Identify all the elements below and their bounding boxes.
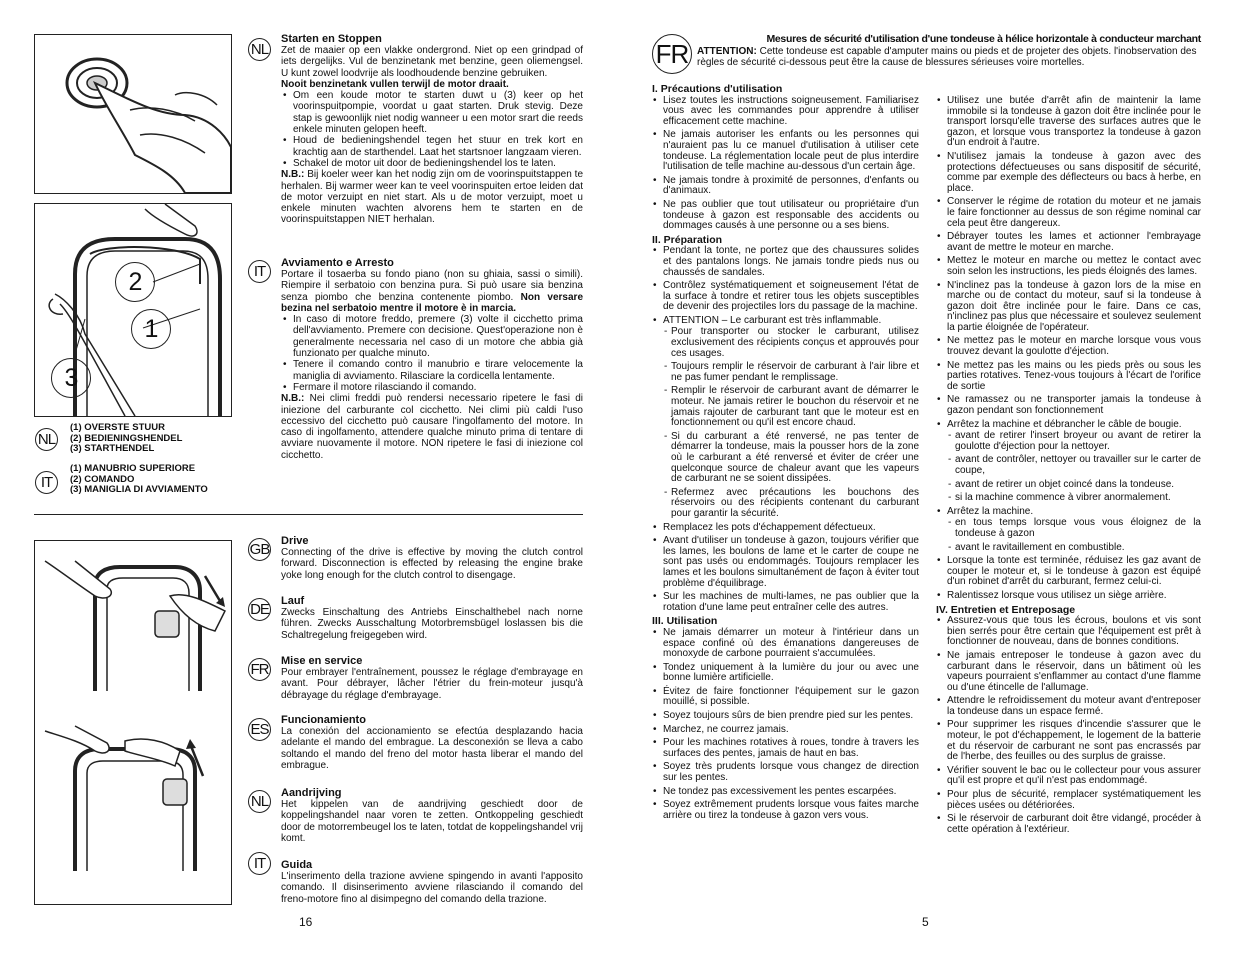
list-item-text: Attendre le refroidissement du moteur avant d'entreposer la tondeuse dans un espace fermé. (947, 695, 1201, 717)
legend-line: (2) BEDIENINGSHENDEL (70, 432, 183, 444)
list-item-text: Ralentissez lorsque vous utilisez un siège arrière. (947, 589, 1167, 601)
legend-it (70, 464, 208, 496)
callout-1: 1 (131, 309, 171, 349)
bullet-list (652, 246, 919, 613)
primer-illustration (35, 35, 231, 193)
note-label: N.B.: (281, 169, 305, 181)
list-item-text: Contrôlez systématiquement et soigneusement l'état de la surface à tondre et retirer tous les objets susceptibles de devenir des projectiles lors du passage de la machine. (663, 280, 919, 313)
list-item-text: Pour les machines rotatives à roues, tondre à travers les surfaces des pentes, jamais de haut en bas. (663, 737, 919, 759)
sub-list (663, 327, 919, 519)
list-item (947, 281, 1201, 334)
list-item (663, 96, 919, 128)
section-heading: IV. Entretien et Entreposage (936, 603, 1076, 616)
legend-line: (1) MANUBRIO SUPERIORE (70, 463, 196, 474)
paragraph (281, 45, 583, 90)
list-item (947, 720, 1201, 762)
list-item (663, 762, 919, 783)
page-title: Mesures de sécurité d'utilisation d'une tondeuse à hélice horizontale à conducteur marchant (766, 33, 1201, 45)
list-item-text: N'utilisez jamais la tondeuse à gazon avec des protections défectueuses ou sans dispositif de sécurité, comme par exemple des déflecteurs ou bacs à herbe, en place. (947, 150, 1201, 194)
list-item (663, 787, 919, 798)
drive-section-fr (281, 655, 583, 701)
list-item (947, 361, 1201, 393)
sub-list-item: - avant le ravitaillement en combustible. (955, 543, 1201, 554)
list-item-text: Soyez extrêmement prudents lorsque vous faites marche arrière ou tirez la tondeuse à gazon vers vous. (663, 799, 919, 821)
list-item-text: Arrêtez la machine. (947, 505, 1034, 517)
sub-list-item: - Toujours remplir le réservoir de carburant à l'air libre et ne pas fumer pendant le remplissage. (671, 362, 919, 383)
list-item (947, 696, 1201, 717)
sub-list-item: - Pour transporter ou stocker le carburant, utilisez exclusivement des récipients conçus et approuvés pour ces usages. (671, 327, 919, 359)
safety-column-2 (936, 96, 1201, 838)
list-item (663, 738, 919, 759)
note (281, 393, 583, 461)
page-number: 5 (922, 915, 929, 929)
list-item-text: Lorsque la tonte est terminée, réduisez les gaz avant de couper le moteur et, si le tondeuse à gazon est équipé d'un robinet d'arrêt du carburant, fermez celui-ci. (947, 555, 1201, 588)
drive-illustration (35, 541, 231, 904)
lang-badge-de: DE (248, 598, 271, 621)
list-item (947, 766, 1201, 787)
list-item (947, 616, 1201, 648)
lang-badge-fr: FR (248, 658, 271, 681)
list-item (663, 316, 919, 520)
list-item: • Tenere il comando contro il manubrio e tirare velocemente la maniglia di avviamento. Rilasciare la cordicella lentamente. (293, 359, 583, 382)
bullet-list (652, 628, 919, 822)
lang-badge-gb: GB (248, 538, 271, 561)
drive-figure (34, 540, 232, 905)
list-item-text: Ne jamais tondre à proximité de personnes, d'enfants ou d'animaux. (663, 174, 919, 197)
list-item-text: Mettez le moteur en marche ou mettez le contact avec soin selon les instructions, les pieds éloignés des lames. (947, 255, 1201, 277)
sub-list-item: - avant de retirer l'insert broyeur ou avant de retirer la goulotte d'éjection pour la nettoyer. (955, 431, 1201, 452)
list-item (947, 96, 1201, 149)
section-title: Aandrijving (281, 787, 342, 799)
sub-list-item: - avant de retirer un objet coincé dans la tondeuse. (955, 480, 1201, 491)
list-item (947, 814, 1201, 835)
list-item (947, 507, 1201, 553)
list-item-text: Sur les machines de multi-lames, ne pas oublier que la rotation d'une lame peut entraîner celle des autres. (663, 591, 919, 613)
section-title: Guida (281, 859, 313, 871)
sub-list-item: - avant de contrôler, nettoyer ou travailler sur le carter de coupe, (955, 455, 1201, 476)
list-item-text: Ne ramassez ou ne transporter jamais la tondeuse à gazon pendant son fonctionnement (947, 394, 1201, 417)
list-item (947, 420, 1201, 504)
list-item-text: Avant d'utiliser un tondeuse à gazon, toujours vérifier que les lames, les boulons de lame et le carter de coupe ne sont pas usés ou endommagés. Toujours remplacer les lames et les boulons simultanément de façon à éviter tout problème d'équilibrage. (663, 535, 919, 589)
it-start-section (281, 257, 583, 461)
drive-section-nl (281, 787, 583, 844)
list-item-text: Ne jamais démarrer un moteur à l'intérieur dans un espace confiné où des émanations dangereuses de monoxyde de carbone pourraient s'accumulées. (663, 626, 919, 660)
paragraph: Het kippelen van de aandrijving geschiedt door de koppelingshandel naar voren te zetten. Ontkoppeling geschiedt door de motorrembeugel los te laten, totdat de koppelingshandel vrij komt. (281, 799, 583, 844)
list-item (663, 536, 919, 589)
list-item-text: Pour plus de sécurité, remplacer systématiquement les pièces usées ou détériorées. (947, 789, 1201, 811)
list-item (663, 711, 919, 722)
list-item-text: Conserver le régime de rotation du moteur et ne jamais le faire fonctionner au dessus de son régime nominal car cela peut être dangereux. (947, 196, 1201, 229)
list-item (947, 395, 1201, 416)
handle-figure (34, 203, 232, 417)
sub-list-item: - en tous temps lorsque vous vous éloignez de la tondeuse à gazon (955, 518, 1201, 539)
safety-column-1 (652, 82, 919, 824)
list-item-text: Ne mettez pas le moteur en marche lorsque vous vous trouvez devant la goulotte d'éjection. (947, 335, 1201, 358)
paragraph (281, 269, 583, 314)
legend-line: (1) OVERSTE STUUR (70, 422, 166, 433)
callout-3: 3 (51, 358, 91, 398)
list-item-text: Tondez uniquement à la lumière du jour ou avec une bonne lumière artificielle. (663, 661, 919, 684)
sub-list-item: - Si du carburant a été renversé, ne pas tenter de démarrer la tondeuse, mais la pousser hors de la zone où le carburant a été renversé et éviter de créer une quelconque source de chaleur avant que les vapeurs de carburant ne se soient dissipées. (671, 432, 919, 485)
list-item: • Fermare il motore rilasciando il comando. (293, 382, 583, 393)
paragraph: La conexión del accionamiento se efectúa desplazando hacia adelante el mando del embrague. La desconexión se lleva a cabo soltando el mando del freno del motor hasta liberar el mando del embrague. (281, 726, 583, 771)
list-item-text: Remplacez les pots d'échappement défectueux. (663, 521, 876, 533)
list-item (663, 130, 919, 172)
legend-nl (70, 423, 182, 455)
list-item-text: Ne jamais entreposer le tondeuse à gazon avec du carburant dans le réservoir, dans un bâtiment où les vapeurs pourraient s'enflammer au contact d'une flamme ou d'une étincelle de l'allumage. (947, 649, 1201, 693)
paragraph: Zwecks Einschaltung des Antriebs Einschalthebel nach norne führen. Zwecks Ausschaltung Motorbremsbügel loslassen bis die Schaltregelung freigegeben wird. (281, 607, 583, 641)
list-item (663, 176, 919, 197)
section-title: Mise en service (281, 655, 363, 667)
lang-badge-nl: NL (35, 428, 58, 451)
bullet-list (281, 314, 583, 393)
list-item (663, 663, 919, 684)
lang-badge-nl: NL (248, 790, 271, 813)
list-item (663, 725, 919, 736)
attention-label: ATTENTION: (697, 45, 757, 57)
bullet-list (936, 616, 1201, 835)
list-item (663, 592, 919, 613)
list-item (947, 232, 1201, 253)
list-item (663, 628, 919, 660)
sub-list-item: - si la machine commence à vibrer anormalement. (955, 493, 1201, 504)
note (281, 169, 583, 225)
list-item (947, 256, 1201, 277)
list-item (947, 790, 1201, 811)
safety-header (697, 34, 1201, 69)
section-title: Lauf (281, 595, 305, 607)
section-title: Avviamento e Arresto (281, 257, 394, 269)
list-item-text: Utilisez une butée d'arrêt afin de maintenir la lame immobile si la tondeuse à gazon doit être inclinée pour le transport lorsqu'elle traverse des surfaces autres que le gazon, et lorsque vous transportez la tondeuse à gazon d'un endroit à l'autre. (947, 95, 1201, 149)
list-item-text: Marchez, ne courrez jamais. (663, 723, 789, 735)
legend-line: (3) MANIGLIA DI AVVIAMENTO (70, 484, 208, 495)
bullet-list (936, 96, 1201, 602)
lang-badge-es: ES (248, 718, 271, 741)
sub-list (947, 518, 1201, 553)
list-item-text: Ne jamais autoriser les enfants ou les personnes qui n'auraient pas lu ce manuel d'utilisation à utiliser cete tondeuse. La réglementation locale peut de plus interdire l'utilisation de telle machine au-dessous d'un certain âge. (663, 129, 919, 173)
drive-section-de (281, 595, 583, 641)
sub-list (947, 431, 1201, 504)
nl-start-section (281, 33, 583, 226)
warning-text: Non versare bezina nel serbatoio mentre il motore è in marcia. (281, 291, 584, 314)
list-item (947, 197, 1201, 229)
list-item-text: Soyez toujours sûrs de bien prendre pied sur les pentes. (663, 710, 914, 722)
list-item-text: ATTENTION – Le carburant est très inflammable. (663, 314, 882, 326)
section-heading: II. Préparation (652, 233, 723, 246)
list-item: • Houd de bedieningshendel tegen het stuur en trek kort en krachtig aan de starthendel. Laat het startsnoer langzaam vieren. (293, 135, 583, 158)
callout-2: 2 (115, 262, 155, 302)
legend-line: (2) COMANDO (70, 473, 135, 485)
section-title: Starten en Stoppen (281, 33, 382, 45)
section-title: Funcionamiento (281, 714, 366, 726)
list-item: • In caso di motore freddo, premere (3) volte il cicchetto prima dell'avviamento. Premere con decisione. Quest'operazione non è generalmente necessaria nel caso di un motore che abbia già funzionato per qualche minuto. (293, 314, 583, 359)
attention-text: Cette tondeuse est capable d'amputer mains ou pieds et de projeter des objets. l'inobservation des règles de sécurité ci-dessous peut être la cause de blessures sérieuses voire mortelles. (697, 45, 1197, 68)
lang-badge-it: IT (248, 852, 271, 875)
list-item-text: Lisez toutes les instructions soigneusement. Familiarisez vous avec les commandes pour apprendre à utiliser efficacement cette machine. (663, 94, 919, 127)
legend-line: (3) STARTHENDEL (70, 443, 155, 454)
list-item-text: Ne tondez pas excessivement les pentes escarpées. (663, 785, 897, 797)
list-item (947, 336, 1201, 357)
page-number: 16 (299, 915, 313, 929)
list-item (947, 556, 1201, 588)
list-item-text: Assurez-vous que tous les écrous, boulons et vis sont bien serrés pour être certain que l'équipement est prêt à fonctionner de nouveau, dans de bonnes conditions. (947, 615, 1201, 648)
lang-badge-nl: NL (248, 38, 271, 61)
intro-text: Zet de maaier op een vlakke ondergrond. Niet op een grindpad of iets dergelijks. Vul de benzinetank met benzine, geen oliemengsel. U kunt zowel loodvrije als loodhoudende benzine gebruiken. (281, 45, 583, 79)
drive-section-gb (281, 535, 583, 581)
bullet-list (652, 96, 919, 232)
lang-badge-fr: FR (652, 34, 692, 74)
note-text: Bij koeler weer kan het nodig zijn om de voorinspuitstappen te herhalen. Bij warmer weer kan te veel voorinspuiten ertoe leiden dat de motor verzuipt en niet start. Als u de motor verzuipt, moet u enkele minuten wachten alvorens hem te starten en de voorinspuitstappen NIET herhalan. (281, 169, 584, 226)
list-item (663, 687, 919, 708)
section-heading: III. Utilisation (652, 615, 718, 628)
list-item-text: Pour supprimer les risques d'incendie s'assurer que le moteur, le pot d'échappement, le logement de la batterie et du réservoir de carburant ne sont pas encrassés par de l'herbe, des feuilles ou des surplus de graisse. (947, 719, 1201, 763)
section-divider (34, 514, 583, 515)
note-text: Nei climi freddi può rendersi necessario ripetere le fasi di iniezione del carburante col cicchetto. Nei climi più caldi l'uso eccessivo del cicchetto può causare l'ingolfamento del motore. In caso di ingolfamento, attendere qualche minuto prima di tentare di avviare nuovamente il motore. NON ripetere le fasi di iniezione col cicchetto. (281, 393, 583, 461)
section-title: Drive (281, 535, 309, 547)
paragraph: L'inserimento della trazione avviene spingendo in avanti l'apposito comando. Il disinserimento avviene rilasciando il comando del freno-motore fino al disimpegno del comando della trazione. (281, 871, 583, 905)
list-item-text: Soyez très prudents lorsque vous changez de direction sur les pentes. (663, 761, 919, 784)
sub-list-item: - Remplir le réservoir de carburant avant de démarrer le moteur. Ne jamais retirer le bouchon du réservoir et ne jamais rajouter de carburant tant que le moteur est en fonctionnement ou qu'il est encore chaud. (671, 386, 919, 428)
lang-badge-it: IT (248, 260, 271, 283)
bullet-list (281, 90, 583, 169)
list-item-text: Ne pas oublier que tout utilisateur ou propriétaire d'un tondeuse à gazon est responsable des accidents ou dommages causés à une personne ou a ses biens. (663, 198, 919, 232)
primer-figure (34, 34, 232, 194)
paragraph: Pour embrayer l'entraînement, poussez le réglage d'embrayage en avant. Pour débrayer, lâcher l'étrier du frein-moteur jusqu'à débrayage du réglage d'embrayage. (281, 667, 583, 701)
list-item (947, 591, 1201, 602)
list-item (947, 152, 1201, 194)
list-item (663, 523, 919, 534)
paragraph: Connecting of the drive is effective by moving the clutch control forward. Disconnection is effected by releasing the engine brake yoke long enough for the clutch control to disengage. (281, 547, 583, 581)
list-item-text: Évitez de faire fonctionner l'équipement sur le gazon mouillé, si possible. (663, 685, 919, 708)
section-heading: I. Précautions d'utilisation (652, 83, 783, 95)
list-item: • Om een koude motor te starten duwt u (3) keer op het voorinspuitpompie, voordat u gaat starten. Druk stevig. Deze stap is gewoonlijk niet nodig wanneer u een motor srart die reeds enkele minuten gelopen heeft. (293, 90, 583, 135)
warning-text: Nooit benzinetank vullen terwijl de motor draait. (281, 78, 509, 90)
list-item (663, 200, 919, 232)
intro-text: Portare il tosaerba su fondo piano (non su ghiaia, sassi o simili). Riempire il serbatoio con benzina pura. Si può usare sia benzina senza piombo che benzina contenente piombo. (281, 269, 583, 303)
list-item-text: Débrayer toutes les lames et actionner l'embrayage avant de mettre le moteur en marche. (947, 231, 1201, 253)
list-item-text: Arrêtez la machine et débrancher le câble de bougie. (947, 418, 1182, 430)
list-item (663, 281, 919, 313)
list-item (663, 800, 919, 821)
list-item-text: Vérifier souvent le bac ou le collecteur pour vous assurer qu'il est propre et qu'il n'est pas endommagé. (947, 764, 1201, 787)
note-label: N.B.: (281, 393, 305, 405)
list-item-text: N'inclinez pas la tondeuse à gazon lors de la mise en marche ou de contact du moteur, sauf si la tondeuse à gazon doit être inclinée pour le faire. Dans ce cas, n'inclinez pas plus que nécessaire et soulevez seulement la partie éloignée de l'opérateur. (947, 279, 1201, 333)
list-item-text: Pendant la tonte, ne portez que des chaussures solides et des pantalons longs. Ne jamais tondre pieds nus ou chaussés de sandales. (663, 245, 919, 278)
list-item (947, 651, 1201, 693)
drive-section-it (281, 859, 583, 905)
lang-badge-it: IT (35, 471, 58, 494)
list-item-text: Ne mettez pas les mains ou les pieds près ou sous les parties rotatives. Tenez-vous toujours à l'écart de l'orifice de sortie (947, 359, 1201, 392)
list-item-text: Si le réservoir de carburant doit être vidangé, procéder à cette opération à l'extérieur. (947, 813, 1201, 835)
list-item (663, 246, 919, 278)
drive-section-es (281, 714, 583, 771)
list-item: • Schakel de motor uit door de bedieningshendel los te laten. (293, 158, 583, 169)
sub-list-item: - Refermez avec précautions les bouchons des réservoirs ou des récipients contenant du carburant pour garantir la sécurité. (671, 488, 919, 520)
attention-paragraph (697, 46, 1201, 69)
